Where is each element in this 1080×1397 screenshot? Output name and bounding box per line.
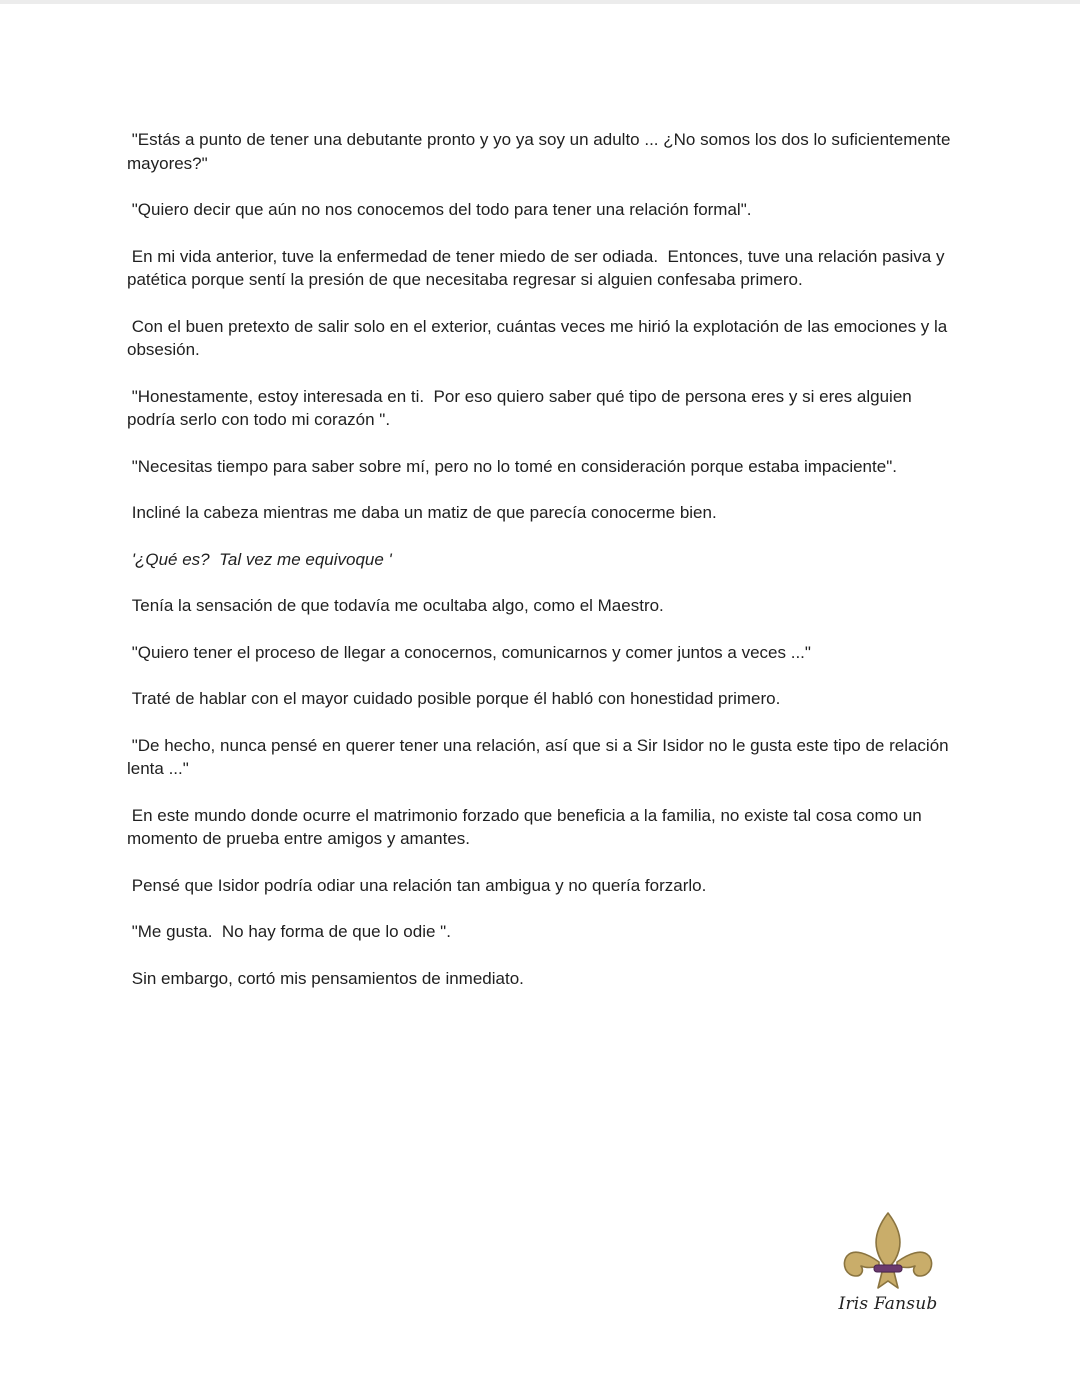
fleur-de-lis-icon <box>838 1210 938 1290</box>
paragraph: "Necesitas tiempo para saber sobre mí, pero no lo tomé en consideración porque estaba impaciente". <box>127 456 897 476</box>
paragraph: "Estás a punto de tener una debutante pronto y yo ya soy un adulto ... ¿No somos los dos lo suficientemente mayores?" <box>127 130 956 173</box>
paragraph: En mi vida anterior, tuve la enfermedad de tener miedo de ser odiada. Entonces, tuve una relación pasiva y patética porque sentí la presión de que necesitaba regresar si alguien confesaba primero. <box>127 246 950 289</box>
watermark-text: Iris Fansub <box>838 1294 938 1314</box>
paragraph: "Quiero decir que aún no nos conocemos del todo para tener una relación formal". <box>127 200 752 219</box>
paragraph: "Me gusta. No hay forma de que lo odie ". <box>127 922 451 941</box>
paragraph: Tenía la sensación de que todavía me ocultaba algo, como el Maestro. <box>127 596 664 615</box>
paragraph: "De hecho, nunca pensé en querer tener una relación, así que si a Sir Isidor no le gusta este tipo de relación lenta ..." <box>127 735 954 778</box>
paragraph: Con el buen pretexto de salir solo en el exterior, cuántas veces me hirió la explotación de las emociones y la obsesión. <box>127 316 952 359</box>
paragraph: Sin embargo, cortó mis pensamientos de inmediato. <box>127 968 524 988</box>
paragraph: Pensé que Isidor podría odiar una relación tan ambigua y no quería forzarlo. <box>127 875 707 895</box>
paragraph: "Honestamente, estoy interesada en ti. Por eso quiero saber qué tipo de persona eres y si eres alguien podría serlo con todo mi corazón ". <box>127 386 917 429</box>
paragraph-thought: '¿Qué es? Tal vez me equivoque ' <box>127 549 392 569</box>
paragraph: "Quiero tener el proceso de llegar a conocernos, comunicarnos y comer juntos a veces ..." <box>127 642 811 662</box>
watermark-logo <box>838 1210 938 1322</box>
top-border <box>0 0 1080 4</box>
paragraph: En este mundo donde ocurre el matrimonio forzado que beneficia a la familia, no existe tal cosa como un momento de prueba entre amigos y amantes. <box>127 805 927 848</box>
paragraph: Incliné la cabeza mientras me daba un matiz de que parecía conocerme bien. <box>127 503 717 522</box>
document-body <box>127 128 957 1013</box>
paragraph: Traté de hablar con el mayor cuidado posible porque él habló con honestidad primero. <box>127 689 781 708</box>
